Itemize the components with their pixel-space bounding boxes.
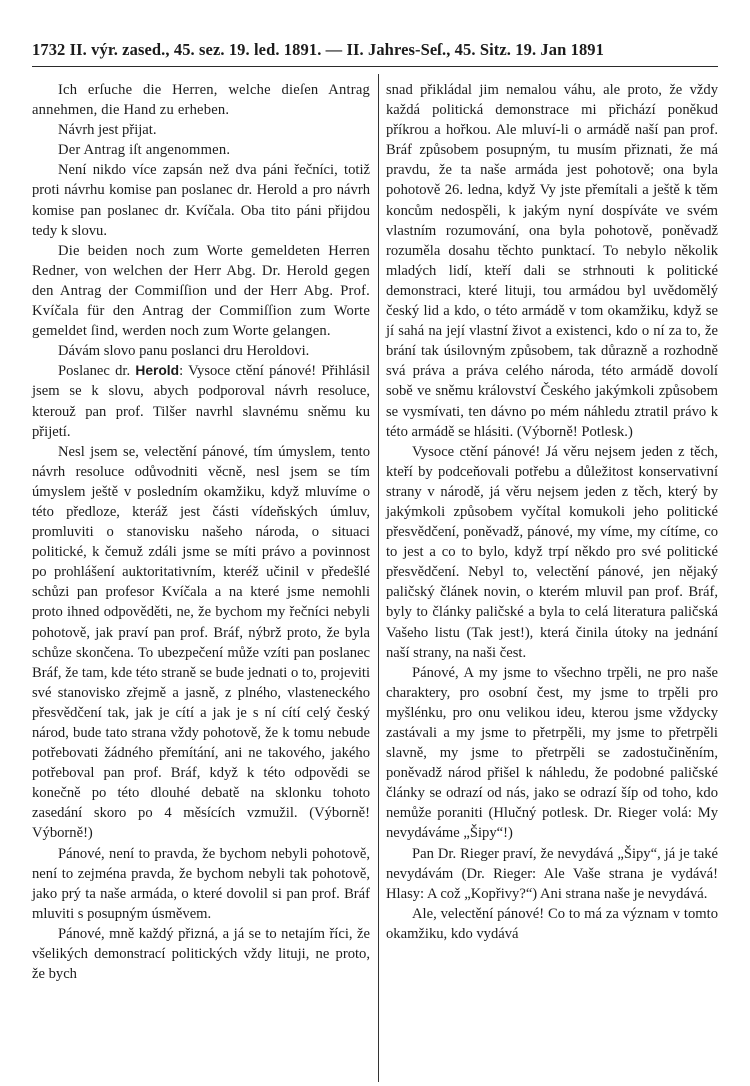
- paragraph: Pánové, A my jsme to všechno trpěli, ne pro naše charaktery, pro osobní čest, my jsme to trpěli pro myšlénku, pro onu velikou ideu, kterou jsme vždycky zastávali a my jsme to přetrpěli, my jsme to přetrpěli slavně, my jsme to přetrpěli se zadostučiněním, poněvadž národ přišel k náhledu, že podobné paličské články se odrazí od nás, jako se odrazí šíp od toho, kdo nemůže poraniti (Hlučný potlesk. Dr. Rieger volá: My nevydáváme „Šipy“!): [386, 664, 718, 842]
- paragraph: Není nikdo více zapsán než dva páni řečníci, totiž proti návrhu komise pan poslanec dr. Herold a pro návrh komise pan poslanec dr. Kvíčala. Oba tito páni přijdou tedy k slovu.: [32, 162, 370, 239]
- paragraph: snad přikládal jim nemalou váhu, ale proto, že vždy každá politická demonstrace mi přichází poněkud příkrou a hořkou. Ale mluví-li o armádě naší pan prof. Bráf způsobem posupným, tu musím přiznati, že má pravdu, že ta naše armáda jest pohotově; ona byla pohotově 26. ledna, když Vy jste přemítali a ještě k těm koncům nedospěli, k jakým nyní dospíváte ve svém vlastním rozumování, ona byla pohotově, poněvadž rozuměla dosahu těchto punktací. To nebylo několik mladých lidí, kteří dali se strhnouti k politické demonstraci, které lituji, tou armádou byl uvědomělý český lid a kdo, o této armádě v tom okamžiku, když se jí sahá na její vlastní život a existenci, kdo o ní za to, že brání tak úsilovným způsobem, tak důrazně a rozhodně svá práva a práva celého národa, této armádě dovolí sobě ve sněmu království Českého jakýmkoli způsobem se vysmívati, ten dávno po mém náhledu ztratil právo k této armádě se hlásiti. (Výborně! Potlesk.): [386, 82, 718, 440]
- paragraph: Die beiden noch zum Worte gemeldeten Herren Redner, von welchen der Herr Abg. Dr. Herold gegen den Antrag der Commiſſion und der Herr Abg. Prof. Kvíčala für den Antrag der Commiſſion zum Worte gemeldet ſind, werden noch zum Worte gelangen.: [32, 242, 370, 340]
- column-divider: [378, 74, 379, 1082]
- header-rule: [32, 66, 718, 67]
- speaker-name: Herold: [135, 363, 180, 379]
- paragraph: Pánové, není to pravda, že bychom nebyli pohotově, není to zejména pravda, že bychom nebyli tak pohotově, jako prý ta naše armáda, o které dovolil si pan prof. Bráf mluviti s posupným úsměvem.: [32, 845, 370, 922]
- paragraph: Vysoce ctění pánové! Já věru nejsem jeden z těch, kteří by podceňovali potřebu a důležitost konservativní strany v národě, já věru nejsem jeden z těch, který by jakýmkoli způsobem vyčítal komukoli jeho politické přesvědčení, poněvadž, pánové, my víme, my cítíme, co to jest a co to bylo, když trpí někdo pro své politické přesvědčení. Nebyl to, velectění pánové, jen nějaký paličský článek novin, o kterém mluvil pan prof. Bráf, byly to články paličské a byla to celá literatura paličská Vašeho listu (Tak jest!), která činila útoky na jednání naší strany, na naši čest.: [386, 443, 718, 661]
- speech-text: : Vysoce ctění pánové! Přihlásil jsem se k slovu, abych podporoval návrh resoluce, kterouž pan prof. Tilšer navrhl slavnému sněmu ku přijetí.: [32, 363, 370, 440]
- left-column: [32, 80, 370, 984]
- right-column: [386, 80, 718, 944]
- paragraph: Ich erſuche die Herren, welche dieſen Antrag annehmen, die Hand zu erheben.: [32, 82, 370, 119]
- paragraph: Der Antrag iſt angenommen.: [58, 142, 231, 159]
- paragraph: Pánové, mně každý přizná, a já se to netajím říci, že všelikých demonstrací politických vždy lituji, ne proto, že bych: [32, 925, 370, 983]
- paragraph: Nesl jsem se, velectění pánové, tím úmyslem, tento návrh resoluce odůvodniti věcně, nesl jsem se tím úmyslem ještě v posledním okamžiku, když mluvíme o této předloze, kteráž jest části vídeňských úmluv, promluviti o stanovisku našeho národa, o situaci politické, k čemuž zdáli jsme se míti právo a povinnost po prohlášení auktoritativním, kteréž učinil v předešlé schůzi pan profesor Kvíčala a na které jsme nemohli proto ihned odpověděti, ne, že bychom my řečníci nebyli pohotově, jak praví pan prof. Bráf, nýbrž proto, že byla schůze skončena. To ubezpečení může vzíti pan poslanec Bráf, že tam, kde této straně se bude jednati o to, projeviti své stanovisko zřejmě a jasně, z plného, vlasteneckého přesvědčení tak, jak je cítí a jak je s ní cítí celý český národ, bude tato strana vždy pohotově, že k tomu nebude potřebovati žádného přemítání, ani ne takového, jakého potřeboval pan prof. Bráf, když k této odpovědi se konečně po této dlouhé debatě na sklonku tohoto zasedání skoro po 4 měsících vzmužil. (Výborně! Výborně!): [32, 443, 370, 842]
- paragraph: Dávám slovo panu poslanci dru Heroldovi.: [58, 343, 310, 360]
- paragraph: Ale, velectění pánové! Co to má za význam v tomto okamžiku, kdo vydává: [386, 905, 718, 942]
- speaker-prefix: Poslanec dr.: [58, 363, 136, 380]
- page-header: 1732 II. výr. zased., 45. sez. 19. led. 1891. — II. Jahres-Seſ., 45. Sitz. 19. Jan 1891: [32, 40, 604, 59]
- paragraph: Návrh jest přijat.: [58, 122, 157, 139]
- speaker-paragraph: [32, 361, 370, 441]
- paragraph: Pan Dr. Rieger praví, že nevydává „Šipy“, já je také nevydávám (Dr. Rieger: Ale Vaše strana je vydává! Hlasy: A což „Kopřivy?“) Ani strana naše je nevydává.: [386, 845, 718, 902]
